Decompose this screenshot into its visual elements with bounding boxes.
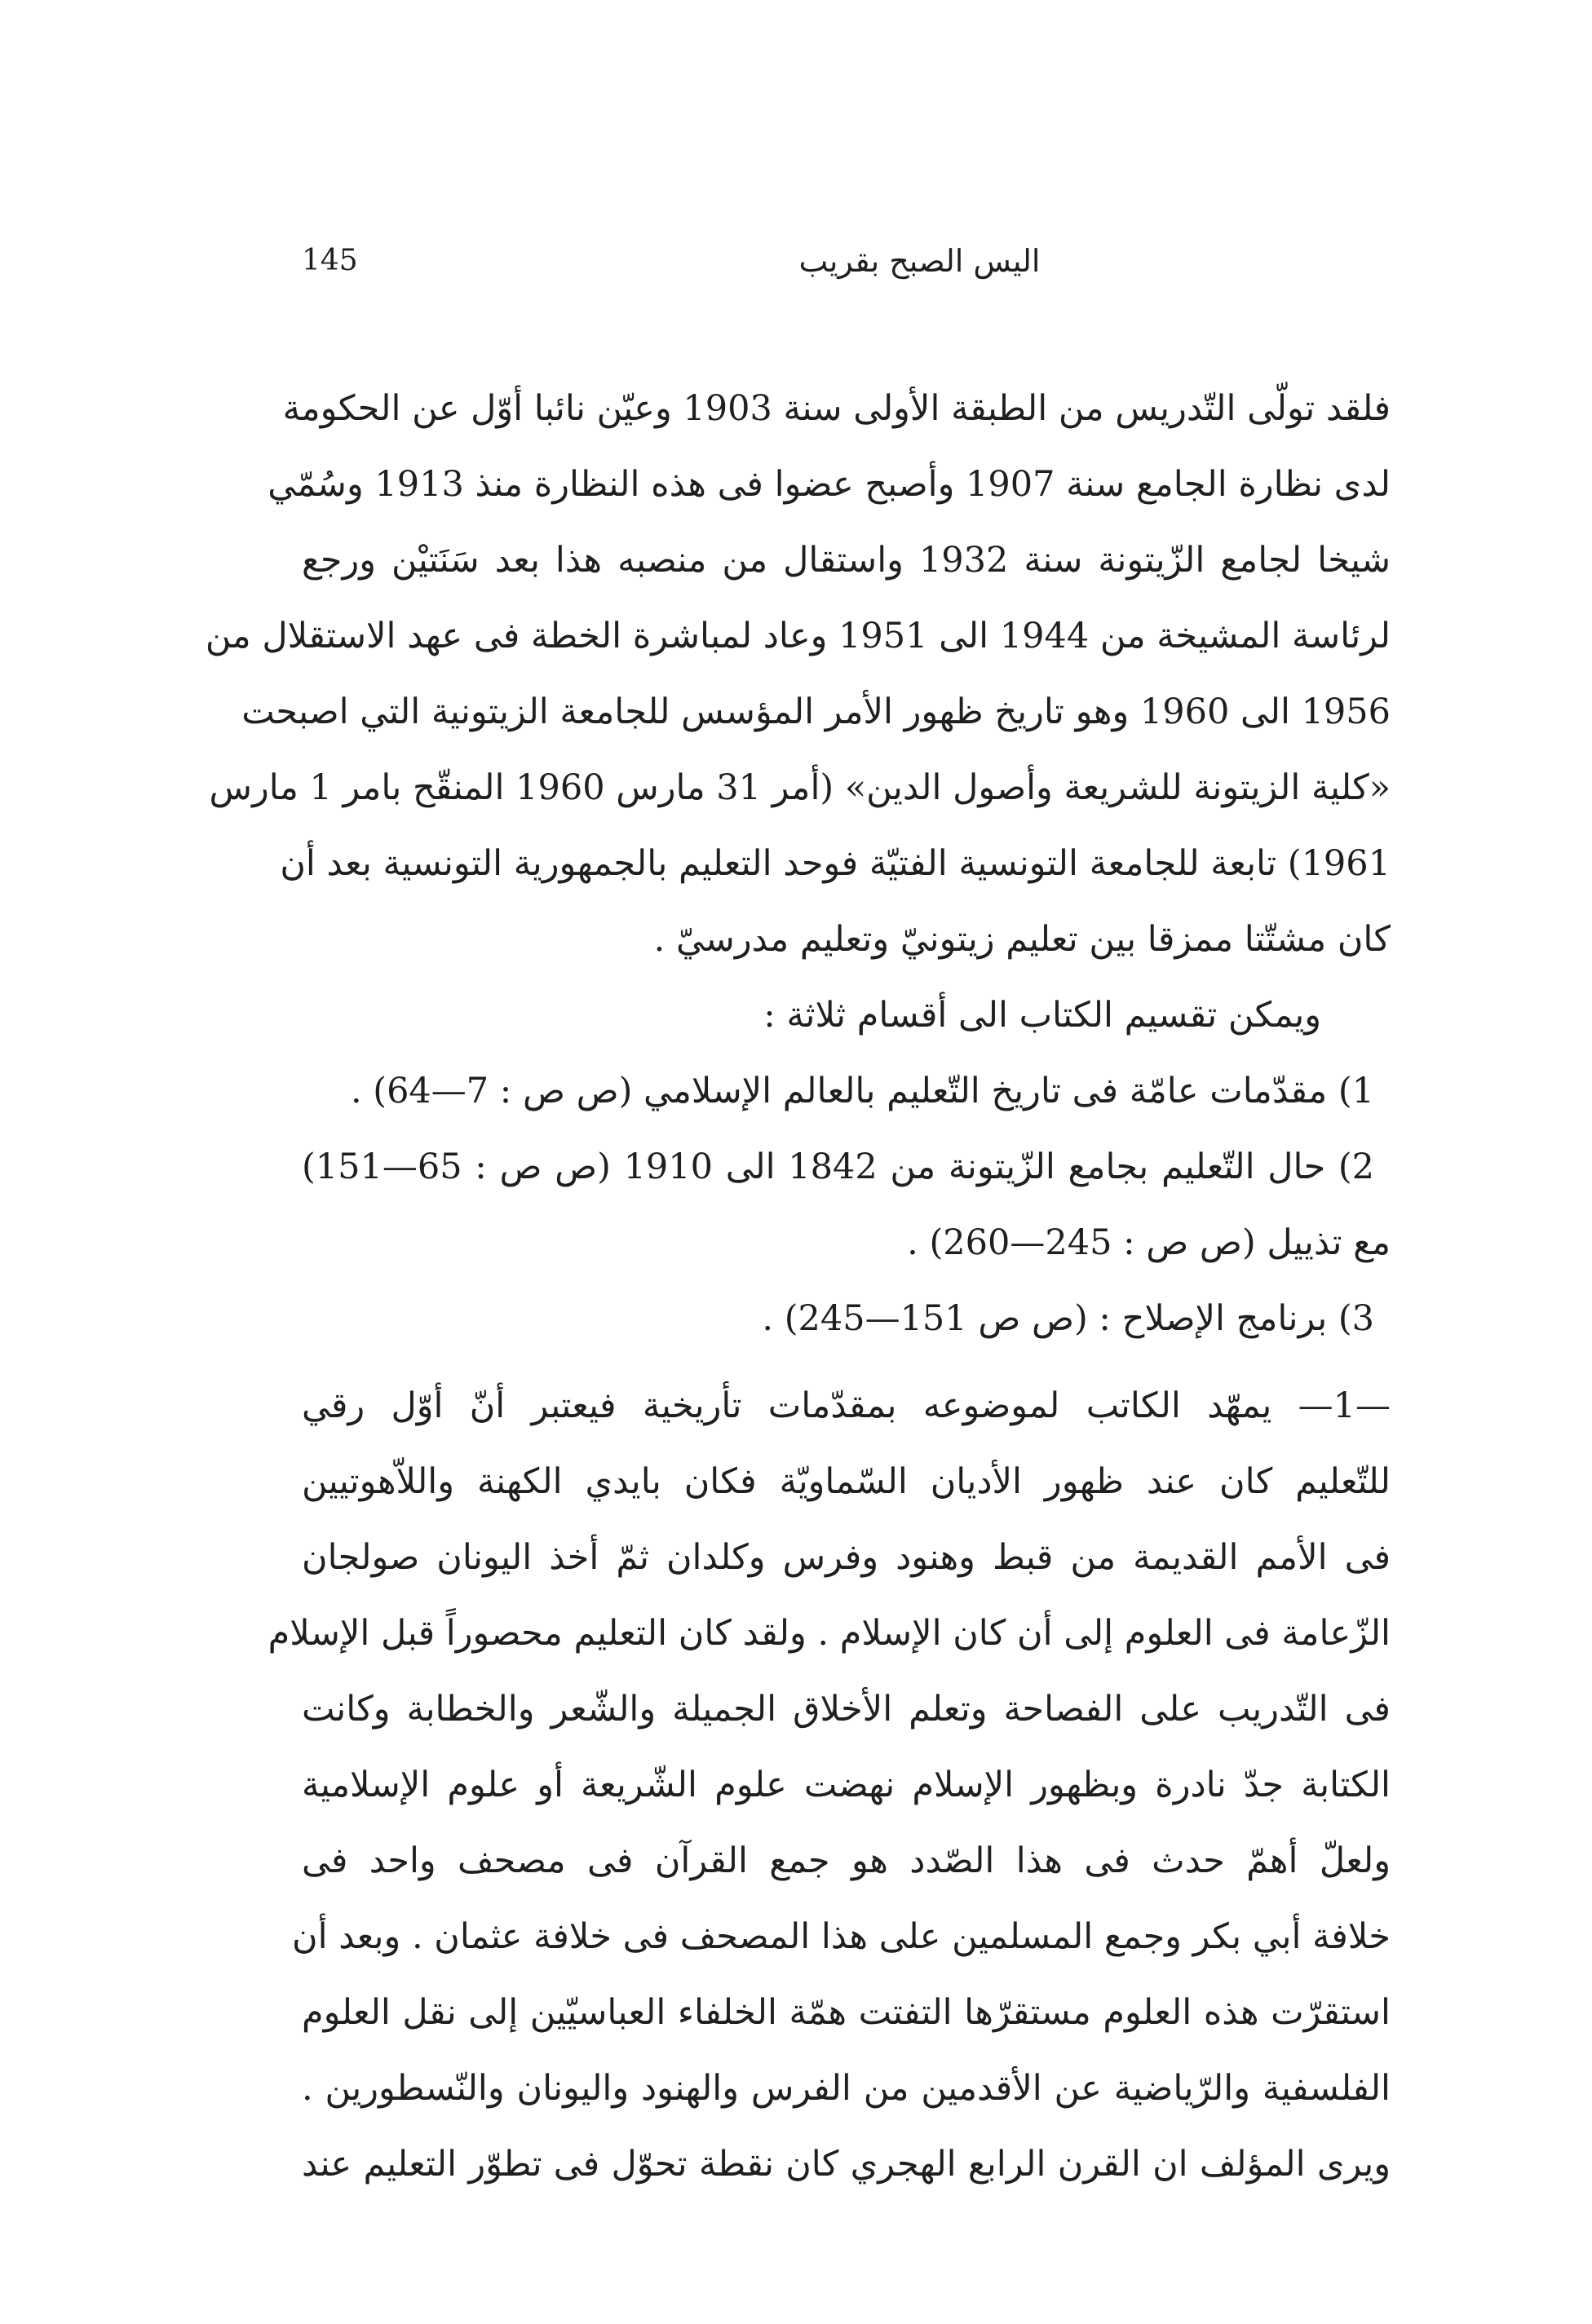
text-line: 1956 الى 1960 وهو تاريخ ظهور الأمر المؤسس للجامعة الزيتونية التي اصبحت (241, 691, 1391, 732)
list-item: 2) حال التّعليم بجامع الزّيتونة من 1842 الى 1910 (ص ص : 65—151) (302, 1147, 1374, 1187)
text-line: فى الأمم القديمة من قبط وهنود وفرس وكلدان ثمّ أخذ اليونان صولجان (302, 1537, 1391, 1578)
text-line: مع تذييل (ص ص : 245—260) . (907, 1222, 1391, 1263)
text-line: 1961) تابعة للجامعة التونسية الفتيّة فوحد التعليم بالجمهورية التونسية بعد أن (280, 843, 1391, 884)
text-line: للتّعليم كان عند ظهور الأديان السّماويّة فكان بايدي الكهنة واللاّهوتيين (302, 1461, 1391, 1502)
text-line: خلافة أبي بكر وجمع المسلمين على هذا المصحف فى خلافة عثمان . وبعد أن (292, 1916, 1391, 1957)
text-line: الفلسفية والرّياضية عن الأقدمين من الفرس والهنود واليونان والنّسطورين . (302, 2068, 1391, 2109)
page-number: 145 (302, 244, 358, 277)
text-line: فلقد تولّى التّدريس من الطبقة الأولى سنة 1903 وعيّن نائبا أوّل عن الحكومة (282, 388, 1391, 429)
text-line: الزّعامة فى العلوم إلى أن كان الإسلام . ولقد كان التعليم محصوراً قبل الإسلام (268, 1613, 1391, 1654)
text-line: استقرّت هذه العلوم مستقرّها التفتت همّة الخلفاء العباسيّين إلى نقل العلوم (302, 1992, 1391, 2033)
text-line: —1— يمهّد الكاتب لموضوعه بمقدّمات تأريخية فيعتبر أنّ أوّل رقي (302, 1385, 1391, 1426)
text-line: فى التّدريب على الفصاحة وتعلم الأخلاق الجميلة والشّعر والخطابة وكانت (302, 1689, 1391, 1730)
list-item: 1) مقدّمات عامّة فى تاريخ التّعليم بالعالم الإسلامي (ص ص : 7—64) . (350, 1071, 1374, 1111)
running-title: اليس الصبح بقريب (798, 243, 1041, 279)
text-line: «كلية الزيتونة للشريعة وأصول الدين» (أمر 31 مارس 1960 المنقّح بامر 1 مارس (209, 767, 1391, 808)
running-header (302, 236, 1391, 285)
text-line: لدى نظارة الجامع سنة 1907 وأصبح عضوا فى هذه النظارة منذ 1913 وسُمّي (268, 464, 1391, 505)
text-line: ويمكن تقسيم الكتاب الى أقسام ثلاثة : (763, 995, 1321, 1036)
text-line: الكتابة جدّ نادرة وبظهور الإسلام نهضت علوم الشّريعة أو علوم الإسلامية (302, 1765, 1391, 1805)
text-line: لرئاسة المشيخة من 1944 الى 1951 وعاد لمباشرة الخطة فى عهد الاستقلال من (205, 616, 1391, 656)
text-line: شيخا لجامع الزّيتونة سنة 1932 واستقال من منصبه هذا بعد سَنَتيْن ورجع (302, 540, 1391, 581)
text-line: ولعلّ أهمّ حدث فى هذا الصّدد هو جمع القرآن فى مصحف واحد فى (302, 1840, 1391, 1881)
text-line: كان مشتّتا ممزقا بين تعليم زيتونيّ وتعليم مدرسيّ . (653, 919, 1391, 960)
body-text (205, 371, 1391, 2202)
text-line: ويرى المؤلف ان القرن الرابع الهجري كان نقطة تحوّل فى تطوّر التعليم عند (302, 2144, 1391, 2185)
list-item: 3) برنامج الإصلاح : (ص ص 151—245) . (762, 1298, 1374, 1339)
